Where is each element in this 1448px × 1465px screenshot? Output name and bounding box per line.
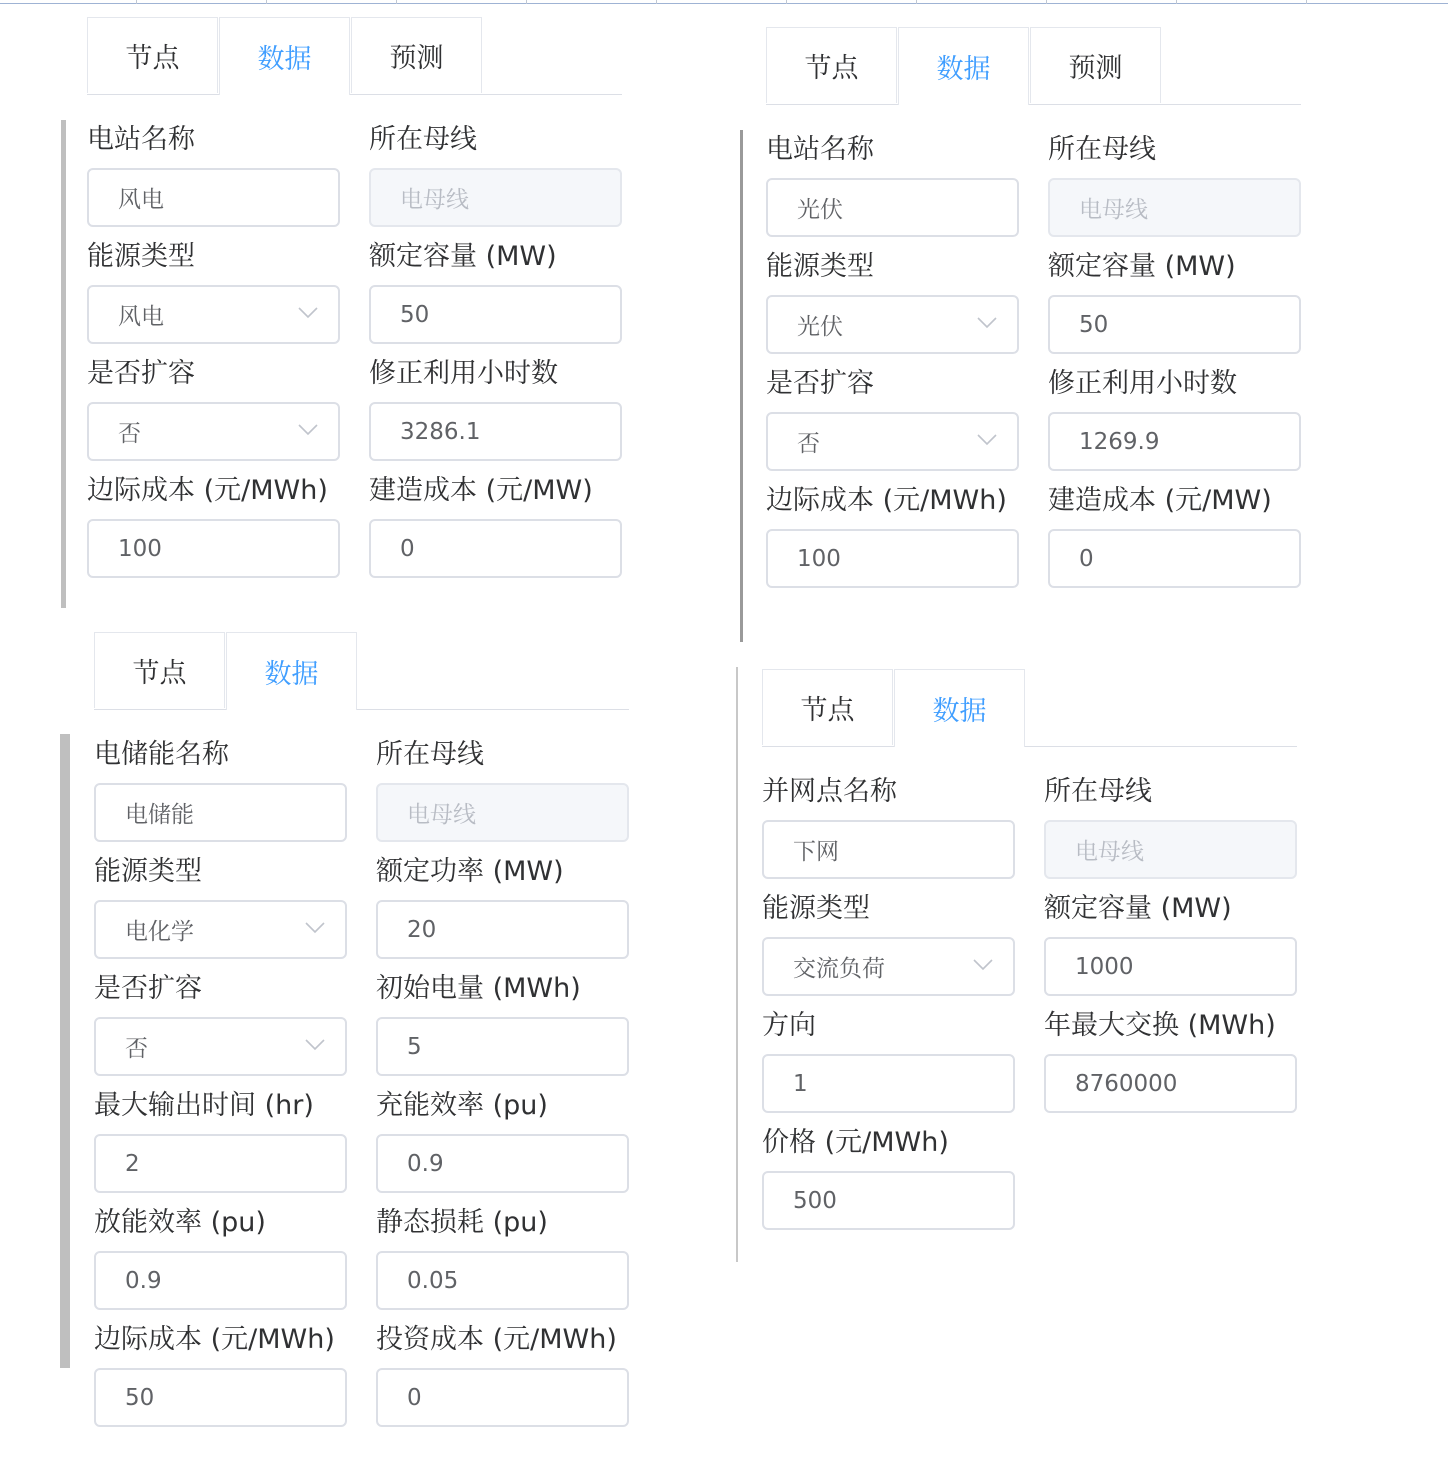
energy-type-field [766,249,1019,354]
rated-capacity-field [369,239,622,344]
select-value: 交流负荷 [793,956,885,982]
marginal-cost-input[interactable] [94,1368,347,1427]
chevron-down-icon [973,959,993,971]
field-label: 充能效率 (pu) [376,1090,548,1121]
energy-type-select[interactable] [87,285,340,344]
tab-node[interactable]: 节点 [766,27,897,103]
direction-field [762,1008,1015,1113]
bus-input-disabled [1048,178,1301,237]
scrollbar[interactable] [61,120,66,608]
tab-node[interactable]: 节点 [94,632,225,708]
input-value: 0.05 [407,1267,459,1294]
field-label: 额定容量 (MW) [1048,251,1236,282]
field-label: 额定功率 (MW) [376,856,564,887]
bus-field [1044,774,1297,879]
initial-energy-field [376,971,629,1076]
expansion-select[interactable] [94,1017,347,1076]
chevron-down-icon [305,1039,325,1051]
corrected-hours-field [369,356,622,461]
select-value: 否 [118,421,141,447]
input-value: 8760000 [1075,1070,1178,1097]
marginal-cost-field [94,1322,347,1427]
static-loss-field [376,1205,629,1310]
construction-cost-field [1048,483,1301,588]
tab-data[interactable]: 数据 [898,27,1029,105]
marginal-cost-field [87,473,340,578]
top-divider [0,0,1448,4]
input-value: 0 [407,1384,422,1411]
tab-node[interactable]: 节点 [762,669,893,745]
tab-forecast[interactable]: 预测 [1030,27,1161,103]
field-label: 并网点名称 [762,776,897,807]
tab-bar [94,632,629,710]
energy-type-select[interactable] [94,900,347,959]
energy-type-field [762,891,1015,996]
annual-max-exchange-input[interactable] [1044,1054,1297,1113]
input-value: 5 [407,1033,422,1060]
rated-capacity-input[interactable] [1044,937,1297,996]
field-label: 所在母线 [1048,134,1156,165]
field-label: 建造成本 (元/MW) [1048,485,1272,516]
tab-node[interactable]: 节点 [87,17,218,93]
bus-input-disabled [376,783,629,842]
energy-type-field [94,854,347,959]
corrected-hours-field [1048,366,1301,471]
field-label: 电站名称 [87,124,195,155]
investment-cost-field [376,1322,629,1427]
tab-bar [762,669,1297,747]
field-label: 放能效率 (pu) [94,1207,266,1238]
input-value: 下网 [793,839,839,865]
input-value: 100 [118,535,162,562]
expansion-select[interactable] [766,412,1019,471]
field-label: 额定容量 (MW) [369,241,557,272]
input-value: 500 [793,1187,837,1214]
tab-forecast[interactable]: 预测 [351,17,482,93]
field-label: 边际成本 (元/MWh) [87,475,328,506]
bus-field [376,737,629,842]
input-value: 0.9 [125,1267,162,1294]
field-label: 是否扩容 [94,973,202,1004]
grid-point-name-field [762,774,1015,879]
rated-capacity-input[interactable] [1048,295,1301,354]
select-value: 风电 [118,304,164,330]
expansion-select[interactable] [87,402,340,461]
field-label: 电储能名称 [94,739,229,770]
rated-power-field [376,854,629,959]
discharge-efficiency-input[interactable] [94,1251,347,1310]
input-value: 50 [400,301,430,328]
field-label: 电站名称 [766,134,874,165]
storage-name-field [94,737,347,842]
field-label: 能源类型 [87,241,195,272]
field-label: 价格 (元/MWh) [762,1127,949,1158]
select-value: 电化学 [125,919,194,945]
input-value: 1269.9 [1079,428,1160,455]
grid-connection-panel [736,667,1317,1262]
field-label: 所在母线 [1044,776,1152,807]
chevron-down-icon [298,307,318,319]
rated-power-input[interactable] [376,900,629,959]
input-value: 20 [407,916,437,943]
field-label: 边际成本 (元/MWh) [94,1324,335,1355]
field-label: 静态损耗 (pu) [376,1207,548,1238]
input-value: 电储能 [125,802,194,828]
field-label: 修正利用小时数 [1048,368,1237,399]
field-label: 最大输出时间 (hr) [94,1090,314,1121]
initial-energy-input[interactable] [376,1017,629,1076]
max-output-time-field [94,1088,347,1193]
field-label: 所在母线 [376,739,484,770]
energy-type-select[interactable] [766,295,1019,354]
construction-cost-field [369,473,622,578]
chevron-down-icon [977,317,997,329]
annual-max-exchange-field [1044,1008,1297,1113]
station-name-input[interactable] [766,178,1019,237]
input-value: 电母线 [1075,839,1144,865]
field-label: 方向 [762,1010,816,1041]
energy-type-select[interactable] [762,937,1015,996]
input-value: 1 [793,1070,808,1097]
corrected-hours-input[interactable] [369,402,622,461]
rated-capacity-field [1044,891,1297,996]
corrected-hours-input[interactable] [1048,412,1301,471]
wind-station-panel [61,15,642,608]
input-value: 光伏 [797,197,843,223]
tab-bar [87,17,622,95]
scrollbar[interactable] [60,734,70,1368]
input-value: 50 [1079,311,1109,338]
chevron-down-icon [298,424,318,436]
station-name-input[interactable] [87,168,340,227]
field-label: 额定容量 (MW) [1044,893,1232,924]
field-label: 是否扩容 [87,358,195,389]
input-value: 风电 [118,187,164,213]
field-label: 年最大交换 (MWh) [1044,1010,1276,1041]
direction-input[interactable] [762,1054,1015,1113]
input-value: 100 [797,545,841,572]
expansion-field [87,356,340,461]
scrollbar[interactable] [736,667,738,1262]
grid-point-name-input[interactable] [762,820,1015,879]
field-label: 修正利用小时数 [369,358,558,389]
input-value: 0 [1079,545,1094,572]
construction-cost-input[interactable] [1048,529,1301,588]
input-value: 1000 [1075,953,1134,980]
tab-data[interactable]: 数据 [894,669,1025,747]
bus-input-disabled [1044,820,1297,879]
input-value: 2 [125,1150,140,1177]
field-label: 初始电量 (MWh) [376,973,581,1004]
storage-panel [60,630,649,1448]
rated-capacity-field [1048,249,1301,354]
charge-efficiency-field [376,1088,629,1193]
price-field [762,1125,1015,1230]
field-label: 能源类型 [766,251,874,282]
bus-field [1048,132,1301,237]
input-value: 3286.1 [400,418,481,445]
scrollbar[interactable] [740,130,743,642]
energy-type-field [87,239,340,344]
field-label: 是否扩容 [766,368,874,399]
storage-name-input[interactable] [94,783,347,842]
input-value: 电母线 [407,802,476,828]
discharge-efficiency-field [94,1205,347,1310]
tab-bar [766,27,1301,105]
select-value: 光伏 [797,314,843,340]
input-value: 0 [400,535,415,562]
tab-data[interactable]: 数据 [226,632,357,710]
static-loss-input[interactable] [376,1251,629,1310]
bus-field [369,122,622,227]
investment-cost-input[interactable] [376,1368,629,1427]
input-value: 电母线 [400,187,469,213]
marginal-cost-input[interactable] [87,519,340,578]
tab-data[interactable]: 数据 [219,17,350,95]
chevron-down-icon [977,434,997,446]
max-output-time-input[interactable] [94,1134,347,1193]
field-label: 投资成本 (元/MWh) [376,1324,617,1355]
field-label: 能源类型 [94,856,202,887]
expansion-field [766,366,1019,471]
bus-input-disabled [369,168,622,227]
station-name-field [87,122,340,227]
rated-capacity-input[interactable] [369,285,622,344]
field-label: 所在母线 [369,124,477,155]
select-value: 否 [797,431,820,457]
marginal-cost-field [766,483,1019,588]
station-name-field [766,132,1019,237]
chevron-down-icon [305,922,325,934]
input-value: 电母线 [1079,197,1148,223]
solar-station-panel [740,25,1321,642]
select-value: 否 [125,1036,148,1062]
input-value: 0.9 [407,1150,444,1177]
field-label: 建造成本 (元/MW) [369,475,593,506]
expansion-field [94,971,347,1076]
input-value: 50 [125,1384,155,1411]
field-label: 边际成本 (元/MWh) [766,485,1007,516]
construction-cost-input[interactable] [369,519,622,578]
price-input[interactable] [762,1171,1015,1230]
field-label: 能源类型 [762,893,870,924]
marginal-cost-input[interactable] [766,529,1019,588]
charge-efficiency-input[interactable] [376,1134,629,1193]
